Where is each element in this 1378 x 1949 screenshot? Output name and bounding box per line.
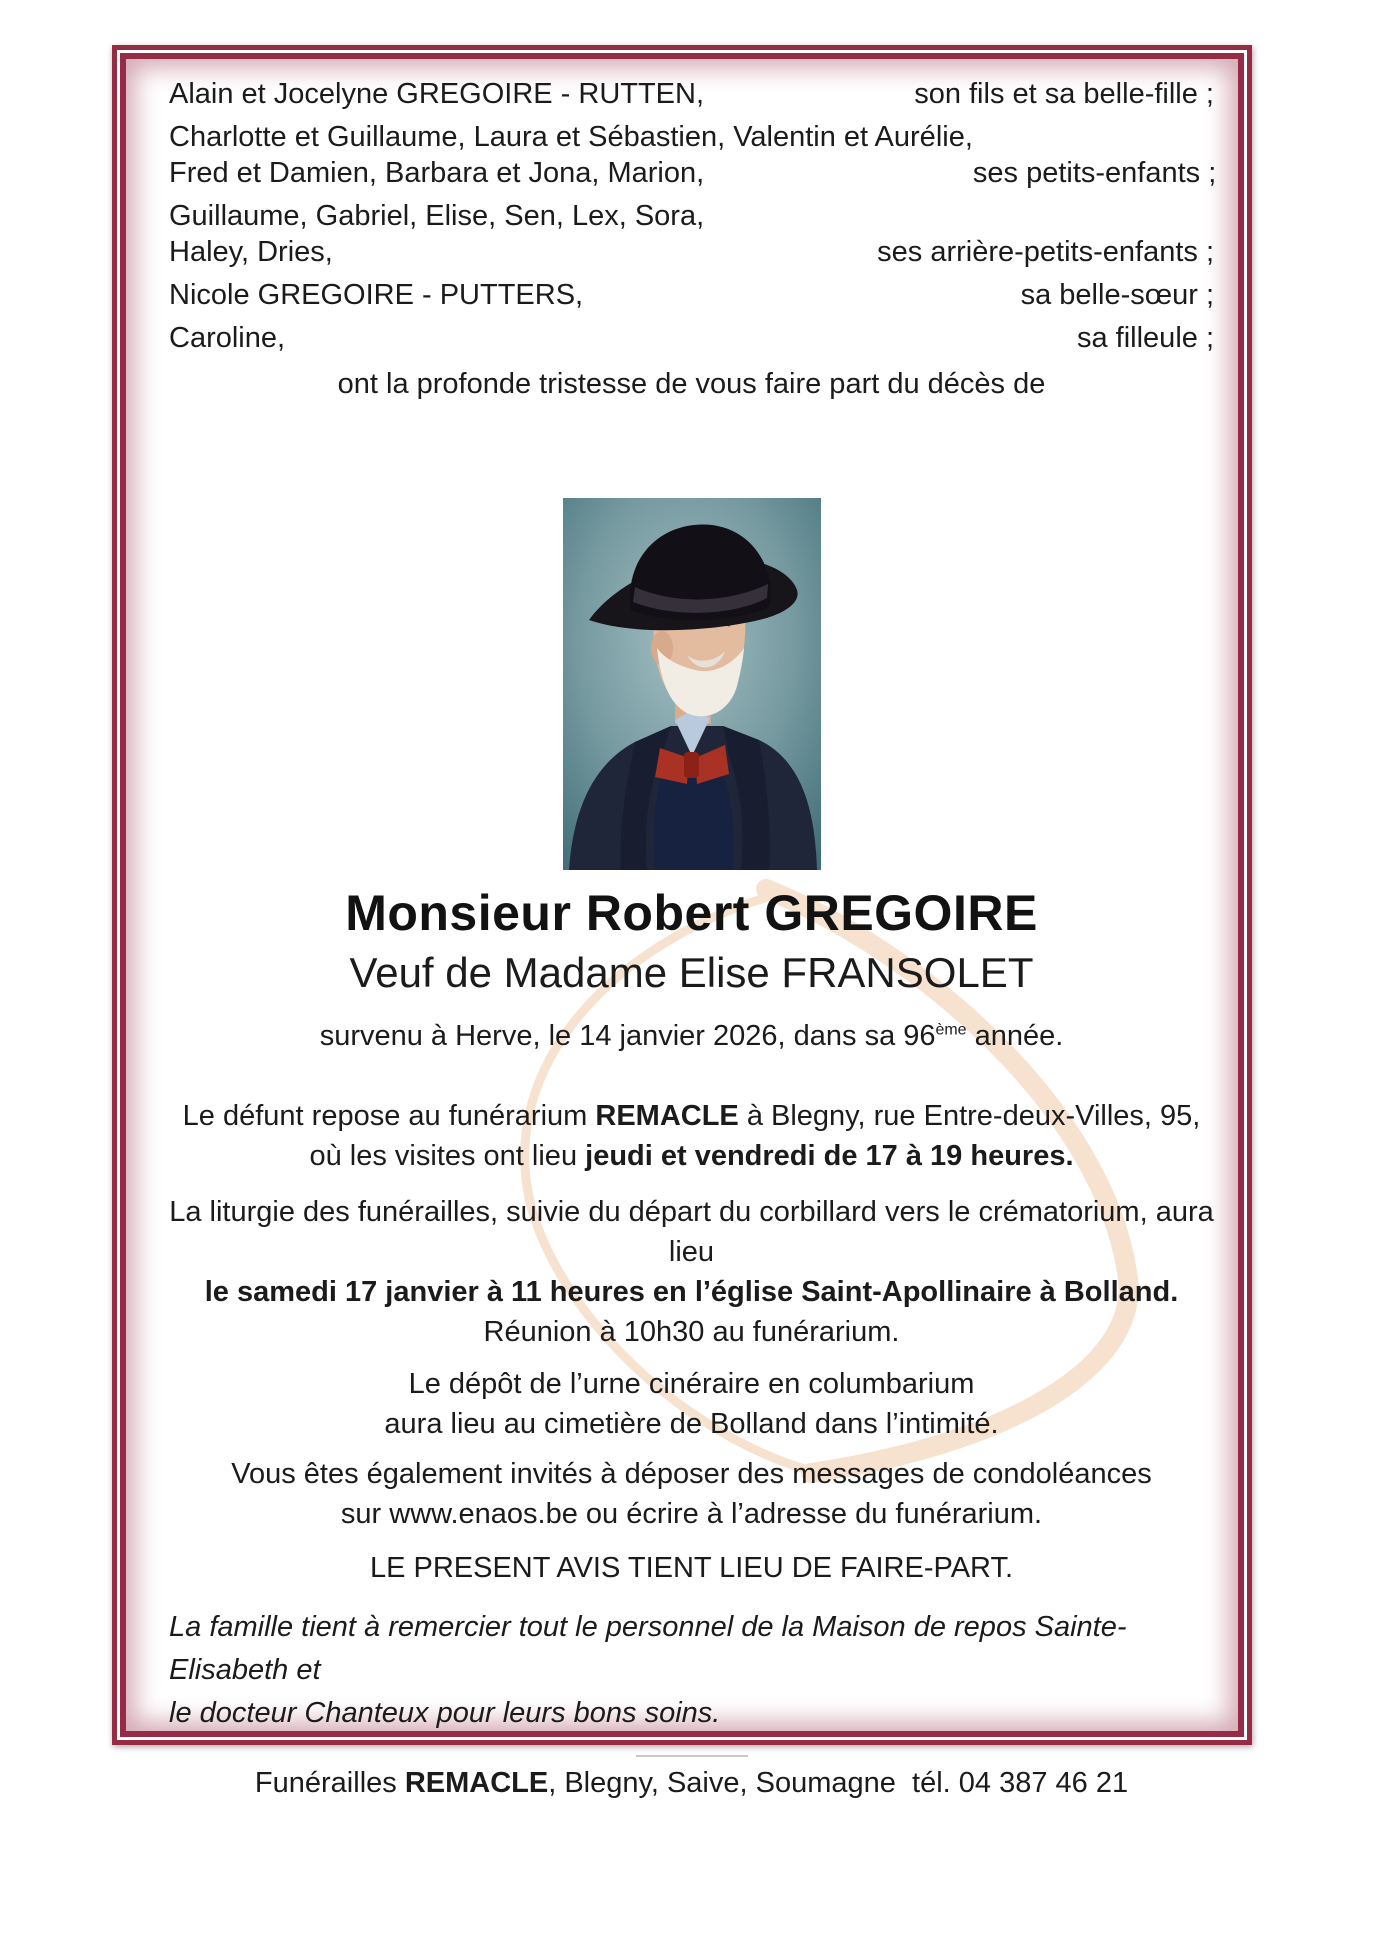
visits-text-pre: où les visites ont lieu: [309, 1140, 586, 1172]
gathering-line: Réunion à 10h30 au funérarium.: [483, 1316, 900, 1348]
family-names-line: Guillaume, Gabriel, Elise, Sen, Lex, Sora,: [169, 200, 705, 232]
thanks-line2: le docteur Chanteux pour leurs bons soins.: [169, 1697, 721, 1729]
death-date-ordinal: ème: [935, 1021, 967, 1039]
family-names-line: Nicole GREGOIRE - PUTTERS,: [169, 279, 584, 311]
liturgy-line1: La liturgie des funérailles, suivie du départ du corbillard vers le crématorium, aura lieu: [169, 1196, 1214, 1268]
funeral-home-footer: [169, 1765, 1214, 1801]
decorative-border-inner: [120, 53, 1244, 1799]
footer-text-pre: Funérailles: [254, 1767, 405, 1799]
urn-paragraph: [169, 1364, 1214, 1444]
funeral-home-name: REMACLE: [595, 1100, 739, 1132]
portrait-photo: [563, 498, 821, 870]
condolences-line2: sur www.enaos.be ou écrire à l’adresse du funérarium.: [340, 1498, 1043, 1530]
family-names-line: Caroline,: [169, 322, 286, 354]
deceased-subtitle: Veuf de Madame Elise FRANSOLET: [349, 949, 1034, 996]
family-names-line: Fred et Damien, Barbara et Jona, Marion,: [169, 157, 705, 189]
relation-label: ses petits-enfants ;: [972, 157, 1217, 189]
urn-line1: Le dépôt de l’urne cinéraire en columbarium: [408, 1368, 975, 1400]
notice-content: [126, 59, 1238, 1801]
family-names-line: Alain et Jocelyne GREGOIRE - RUTTEN,: [169, 78, 705, 110]
family-section: [169, 76, 1217, 356]
ceremony-datetime: le samedi 17 janvier à 11 heures en l’église Saint-Apollinaire à Bolland.: [204, 1276, 1179, 1308]
repose-text-post: à Blegny, rue Entre-deux-Villes, 95,: [738, 1100, 1201, 1132]
family-names-line: Charlotte et Guillaume, Laura et Sébastien, Valentin et Aurélie,: [169, 121, 973, 153]
footer-text-post: , Blegny, Saive, Soumagne tél. 04 387 46 21: [548, 1767, 1129, 1799]
family-names-line: Haley, Dries,: [169, 236, 333, 268]
condolences-line1: Vous êtes également invités à déposer des messages de condoléances: [231, 1458, 1152, 1490]
death-date-pre: survenu à Herve, le 14 janvier 2026, dans sa 96: [319, 1020, 936, 1052]
relation-label: son fils et sa belle-fille ;: [914, 78, 1214, 110]
repose-line: [169, 1096, 1214, 1136]
repose-text-pre: Le défunt repose au funérarium: [182, 1100, 596, 1132]
thanks-paragraph: [169, 1606, 1214, 1735]
relation-label: sa belle-sœur ;: [1020, 279, 1214, 311]
death-date-post: année.: [966, 1020, 1064, 1052]
liturgy-paragraph: [169, 1192, 1214, 1352]
condolences-paragraph: [169, 1454, 1214, 1534]
relation-label: ses arrière-petits-enfants ;: [877, 236, 1214, 268]
family-entry-grandchildren: [169, 119, 1217, 191]
visits-line: [169, 1136, 1214, 1176]
footer-home-name: REMACLE: [404, 1767, 549, 1799]
announcement-text: ont la profonde tristesse de vous faire part du décès de: [337, 368, 1046, 400]
family-entry-son: [169, 76, 1214, 112]
deceased-name: Monsieur Robert GREGOIRE: [345, 885, 1038, 941]
family-entry-goddaughter: [169, 320, 1214, 356]
family-entry-great-grandchildren: [169, 198, 1214, 270]
urn-line2: aura lieu au cimetière de Bolland dans l’intimité.: [384, 1408, 999, 1440]
family-entry-sister-in-law: [169, 277, 1214, 313]
death-date-line: [169, 1016, 1214, 1056]
portrait-illustration: [563, 498, 821, 870]
repose-paragraph: [169, 1096, 1214, 1176]
visits-schedule: jeudi et vendredi de 17 à 19 heures.: [585, 1140, 1074, 1172]
decorative-border-outer: [112, 45, 1252, 1799]
footer-divider: [636, 1755, 748, 1757]
relation-label: sa filleule ;: [1076, 322, 1214, 354]
legal-notice-line: LE PRESENT AVIS TIENT LIEU DE FAIRE-PART.: [369, 1552, 1014, 1584]
thanks-line1: La famille tient à remercier tout le personnel de la Maison de repos Sainte-Elisabeth et: [169, 1611, 1127, 1686]
